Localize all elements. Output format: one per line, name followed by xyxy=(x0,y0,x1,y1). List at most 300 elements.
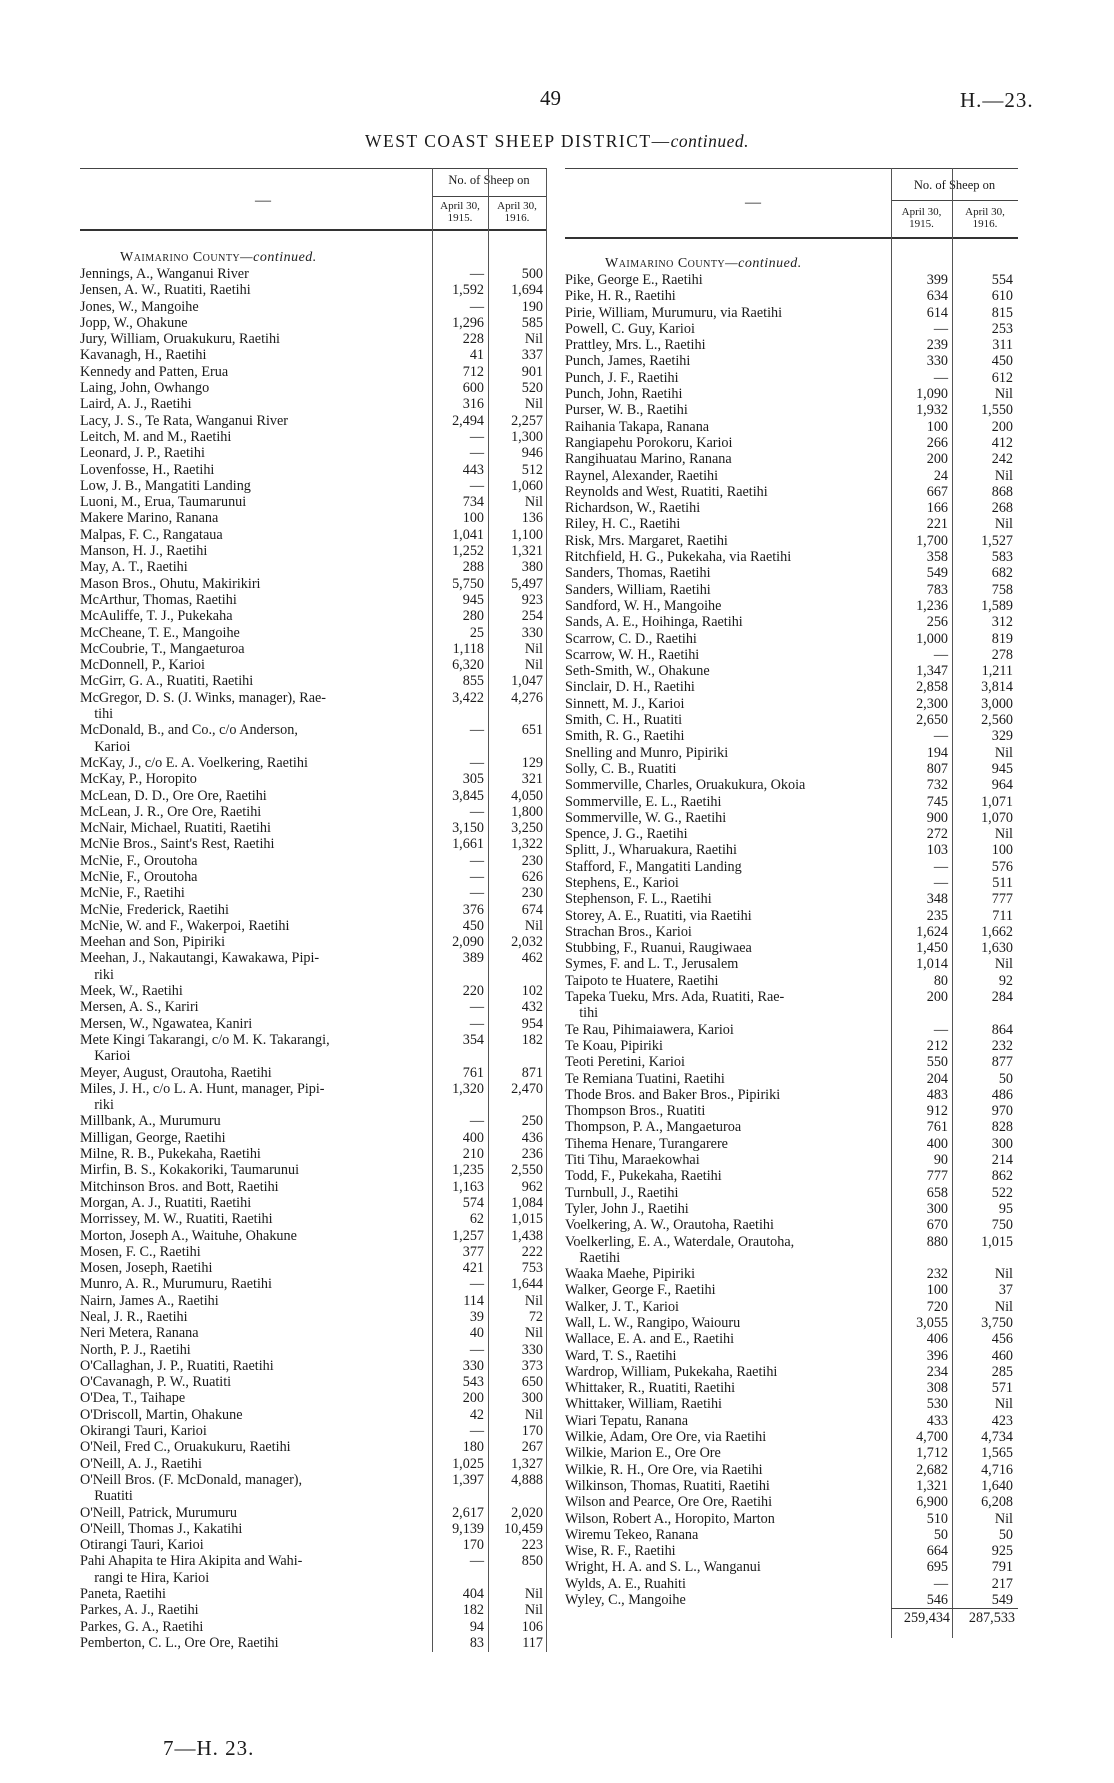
sheep-1916: 1,630 xyxy=(981,940,1013,957)
table-row xyxy=(565,582,1018,598)
table-row xyxy=(80,1065,546,1081)
total-1916: 287,533 xyxy=(968,1610,1015,1626)
sheep-1915: 256 xyxy=(926,614,948,631)
sheep-1915: 761 xyxy=(462,1064,484,1081)
table-row xyxy=(565,1445,1018,1461)
sheep-1916: 285 xyxy=(991,1363,1013,1380)
owner-name: McKay, P., Horopito xyxy=(80,771,197,788)
sheep-1916: 321 xyxy=(521,771,543,788)
sheep-1915: 25 xyxy=(469,624,484,641)
table-row xyxy=(565,1576,1018,1592)
owner-name: Nairn, James A., Raetihi xyxy=(80,1292,219,1309)
sheep-1916: 3,250 xyxy=(511,820,543,837)
owner-name: Miles, J. H., c/o L. A. Hunt, manager, Pipi- xyxy=(80,1080,325,1097)
owner-name: Stephens, E., Karioi xyxy=(565,874,679,891)
table-row xyxy=(80,1407,546,1423)
sheep-1915: — xyxy=(933,728,948,745)
sheep-1915: 200 xyxy=(926,451,948,468)
sheep-1916: 129 xyxy=(521,754,543,771)
sheep-1915: 400 xyxy=(462,1129,484,1146)
owner-name: Pemberton, C. L., Ore Ore, Raetihi xyxy=(80,1634,279,1651)
sheep-1916: 37 xyxy=(998,1282,1013,1299)
table-row xyxy=(80,1472,546,1488)
table-row xyxy=(565,891,1018,907)
owner-name: McNie, F., Raetihi xyxy=(80,885,185,902)
owner-name: O'Neill Bros. (F. McDonald, manager), xyxy=(80,1471,303,1488)
table-row xyxy=(80,739,546,755)
sheep-1915: 316 xyxy=(462,396,484,413)
sheep-1915: 761 xyxy=(926,1119,948,1136)
sheep-1915: 530 xyxy=(926,1396,948,1413)
owner-name: Sanders, Thomas, Raetihi xyxy=(565,565,711,582)
owner-name: McAuliffe, T. J., Pukekaha xyxy=(80,608,233,625)
owner-name: Wilkie, Marion E., Ore Ore xyxy=(565,1445,721,1462)
col-1915-header: April 30, 1915. xyxy=(440,200,480,224)
sheep-1916: 862 xyxy=(991,1168,1013,1185)
table-row xyxy=(80,853,546,869)
sheep-1916: 554 xyxy=(991,272,1013,288)
sheep-1916: Nil xyxy=(994,956,1013,973)
sheep-1916: 278 xyxy=(991,646,1013,663)
page-number: 49 xyxy=(540,86,561,110)
sheep-1916: 864 xyxy=(991,1021,1013,1038)
owner-name: Otirangi Tauri, Karioi xyxy=(80,1537,204,1554)
left-sheep-table xyxy=(80,168,546,1668)
table-row xyxy=(80,657,546,673)
owner-name: McNie, W. and F., Wakerpoi, Raetihi xyxy=(80,917,290,934)
sheep-1916: 4,888 xyxy=(511,1471,543,1488)
sheep-1915: 1,257 xyxy=(452,1227,484,1244)
sheep-1916: 190 xyxy=(521,298,543,315)
sheep-1915: 1,236 xyxy=(916,597,948,614)
owner-name: McNair, Michael, Ruatiti, Raetihi xyxy=(80,820,271,837)
table-row xyxy=(80,576,546,592)
owner-name: McLean, D. D., Ore Ore, Raetihi xyxy=(80,787,267,804)
sheep-1916: 1,047 xyxy=(511,673,543,690)
table-row xyxy=(565,321,1018,337)
table-row xyxy=(565,810,1018,826)
table-row xyxy=(565,1217,1018,1233)
table-row xyxy=(80,706,546,722)
sheep-1916: 828 xyxy=(991,1119,1013,1136)
sheep-1915: 200 xyxy=(926,989,948,1006)
table-row xyxy=(565,761,1018,777)
sheep-1915: 1,235 xyxy=(452,1162,484,1179)
owner-name: O'Driscoll, Martin, Ohakune xyxy=(80,1406,243,1423)
sheep-1916: 3,814 xyxy=(981,679,1013,696)
sheep-1916: 819 xyxy=(991,630,1013,647)
owner-name: McCheane, T. E., Mangoihe xyxy=(80,624,240,641)
table-row xyxy=(80,608,546,624)
sheep-1915: 483 xyxy=(926,1086,948,1103)
sheep-1916: 901 xyxy=(521,363,543,380)
sheep-1916: 268 xyxy=(991,500,1013,517)
sheep-1915: 40 xyxy=(469,1325,484,1342)
owner-name: Wilson, Robert A., Horopito, Marton xyxy=(565,1510,775,1527)
sheep-1916: 1,800 xyxy=(511,803,543,820)
table-row xyxy=(565,875,1018,891)
owner-name: Pike, George E., Raetihi xyxy=(565,272,703,288)
sheep-1915: 3,845 xyxy=(452,787,484,804)
sheep-1916: 486 xyxy=(991,1086,1013,1103)
owner-name: Morgan, A. J., Ruatiti, Raetihi xyxy=(80,1194,252,1211)
owner-name: rangi te Hira, Karioi xyxy=(80,1569,210,1586)
owner-name: Teoti Peretini, Karioi xyxy=(565,1054,685,1071)
table-row xyxy=(80,299,546,315)
sheep-1916: 223 xyxy=(521,1537,543,1554)
owner-name: Scarrow, C. D., Raetihi xyxy=(565,630,697,647)
table-row xyxy=(80,462,546,478)
owner-name: Meyer, August, Orautoha, Raetihi xyxy=(80,1064,272,1081)
owner-name: Stephenson, F. L., Raetihi xyxy=(565,891,712,908)
owner-name: Richardson, W., Raetihi xyxy=(565,500,701,517)
owner-name: Todd, F., Pukekaha, Raetihi xyxy=(565,1168,722,1185)
owner-name: McGregor, D. S. (J. Winks, manager), Rae- xyxy=(80,689,327,706)
table-row xyxy=(80,494,546,510)
owner-name: Meek, W., Raetihi xyxy=(80,983,183,1000)
owner-name: North, P. J., Raetihi xyxy=(80,1341,191,1358)
table-row xyxy=(565,1038,1018,1054)
table-row xyxy=(80,1179,546,1195)
table-row xyxy=(80,625,546,641)
row-list xyxy=(565,272,1018,1608)
owner-name: Sinnett, M. J., Karioi xyxy=(565,695,685,712)
title-main: WEST COAST SHEEP DISTRICT— xyxy=(365,131,671,151)
table-row xyxy=(565,1103,1018,1119)
sheep-1916: 330 xyxy=(521,1341,543,1358)
sheep-1916: 1,322 xyxy=(511,836,543,853)
table-row xyxy=(80,527,546,543)
sheep-1916: 682 xyxy=(991,565,1013,582)
sheep-1916: 571 xyxy=(991,1380,1013,1397)
sheep-count-header: No. of Sheep on xyxy=(913,178,996,192)
sheep-1916: 500 xyxy=(521,266,543,282)
owner-name: Taipoto te Huatere, Raetihi xyxy=(565,972,719,989)
owner-name: McNie Bros., Saint's Rest, Raetihi xyxy=(80,836,275,853)
owner-name: O'Dea, T., Taihape xyxy=(80,1390,186,1407)
sheep-1915: 1,932 xyxy=(916,402,948,419)
sheep-1915: 712 xyxy=(462,363,484,380)
sheep-1916: 1,060 xyxy=(511,477,543,494)
sheep-1916: 222 xyxy=(521,1243,543,1260)
owner-name: Purser, W. B., Raetihi xyxy=(565,402,688,419)
sheep-1916: 136 xyxy=(521,510,543,527)
table-row xyxy=(80,1488,546,1504)
table-row xyxy=(565,386,1018,402)
owner-name: Stafford, F., Mangatiti Landing xyxy=(565,858,742,875)
owner-name: Parkes, A. J., Raetihi xyxy=(80,1602,199,1619)
sheep-1915: 634 xyxy=(926,288,948,305)
sheep-1916: 456 xyxy=(991,1331,1013,1348)
sheep-1915: 90 xyxy=(933,1152,948,1169)
owner-name: Mosen, F. C., Raetihi xyxy=(80,1243,201,1260)
owner-name: Leitch, M. and M., Raetihi xyxy=(80,428,232,445)
sheep-1915: 1,624 xyxy=(916,923,948,940)
owner-name: Sommerville, E. L., Raetihi xyxy=(565,793,722,810)
sheep-1915: — xyxy=(469,1113,484,1130)
table-row xyxy=(565,549,1018,565)
sheep-1916: Nil xyxy=(994,516,1013,533)
owner-name: Whittaker, William, Raetihi xyxy=(565,1396,722,1413)
owner-name: Titi Tihu, Maraekowhai xyxy=(565,1152,700,1169)
owner-name: Thode Bros. and Baker Bros., Pipiriki xyxy=(565,1086,781,1103)
sheep-1916: 102 xyxy=(521,983,543,1000)
owner-name: Waaka Maehe, Pipiriki xyxy=(565,1266,696,1283)
owner-name: Thompson, P. A., Mangaeturoa xyxy=(565,1119,742,1136)
table-row xyxy=(80,1130,546,1146)
sheep-1915: 220 xyxy=(462,983,484,1000)
sheep-1916: 877 xyxy=(991,1054,1013,1071)
table-row xyxy=(80,1032,546,1048)
sheep-1916: 612 xyxy=(991,369,1013,386)
sheep-1916: Nil xyxy=(994,826,1013,843)
owner-name: Whittaker, R., Ruatiti, Raetihi xyxy=(565,1380,736,1397)
sheep-1916: 236 xyxy=(521,1146,543,1163)
sheep-1915: 212 xyxy=(926,1037,948,1054)
table-row xyxy=(80,1016,546,1032)
owner-name: Sanders, William, Raetihi xyxy=(565,581,711,598)
table-row xyxy=(80,347,546,363)
sheep-1916: 850 xyxy=(521,1553,543,1570)
owner-name: Jensen, A. W., Ruatiti, Raetihi xyxy=(80,282,251,299)
owner-name: Powell, C. Guy, Karioi xyxy=(565,320,695,337)
table-row xyxy=(80,1586,546,1602)
sheep-1916: 815 xyxy=(991,304,1013,321)
sheep-1915: 1,163 xyxy=(452,1178,484,1195)
owner-name: Morton, Joseph A., Waituhe, Ohakune xyxy=(80,1227,297,1244)
sheep-1916: 10,459 xyxy=(503,1520,543,1537)
sheep-1915: 443 xyxy=(462,461,484,478)
table-row xyxy=(565,956,1018,972)
owner-name: Te Remiana Tuatini, Raetihi xyxy=(565,1070,725,1087)
sheep-1916: Nil xyxy=(994,744,1013,761)
sheep-1915: 450 xyxy=(462,917,484,934)
table-row xyxy=(565,826,1018,842)
sheep-1916: 758 xyxy=(991,581,1013,598)
owner-name: Jones, W., Mangoihe xyxy=(80,298,199,315)
sheep-1916: 3,750 xyxy=(981,1315,1013,1331)
sheep-1916: 432 xyxy=(521,999,543,1016)
table-row xyxy=(565,484,1018,500)
sheep-1916: 2,470 xyxy=(511,1080,543,1097)
page-footer: 7—H. 23. xyxy=(163,1736,255,1760)
page-title xyxy=(0,131,1114,152)
owner-name: Milne, R. B., Pukekaha, Raetihi xyxy=(80,1146,261,1163)
table-row xyxy=(565,1331,1018,1347)
table-row xyxy=(80,1260,546,1276)
owner-name: Mete Kingi Takarangi, c/o M. K. Takarangi, xyxy=(80,1031,330,1048)
table-row xyxy=(565,1168,1018,1184)
sheep-1916: 1,438 xyxy=(511,1227,543,1244)
table-row xyxy=(80,380,546,396)
sheep-1916: 1,644 xyxy=(511,1276,543,1293)
table-row xyxy=(565,1266,1018,1282)
sheep-1916: 964 xyxy=(991,777,1013,794)
owner-name: Paneta, Raetihi xyxy=(80,1586,166,1603)
sheep-1916: 511 xyxy=(992,874,1013,891)
sheep-1915: — xyxy=(469,445,484,462)
sheep-1915: — xyxy=(933,646,948,663)
sheep-1915: 200 xyxy=(462,1390,484,1407)
sheep-1916: 412 xyxy=(991,434,1013,451)
owner-name: Sands, A. E., Hoihinga, Raetihi xyxy=(565,614,743,631)
sheep-1916: 50 xyxy=(998,1070,1013,1087)
sheep-1916: 1,327 xyxy=(511,1455,543,1472)
sheep-1916: Nil xyxy=(524,494,543,511)
sheep-1915: 221 xyxy=(926,516,948,533)
sheep-1915: 42 xyxy=(469,1406,484,1423)
owner-name: Mirfin, B. S., Kokakoriki, Taumarunui xyxy=(80,1162,300,1179)
owner-name: Prattley, Mrs. L., Raetihi xyxy=(565,337,706,354)
table-row xyxy=(80,282,546,298)
sheep-1915: 288 xyxy=(462,559,484,576)
sheep-1916: 1,211 xyxy=(981,663,1013,680)
sheep-1915: 807 xyxy=(926,760,948,777)
owner-name: Millbank, A., Murumuru xyxy=(80,1113,221,1130)
sheep-1916: 373 xyxy=(521,1357,543,1374)
sheep-1915: 9,139 xyxy=(452,1520,484,1537)
sheep-1916: 72 xyxy=(528,1309,543,1325)
sheep-1916: 512 xyxy=(521,461,543,478)
sheep-1915: 2,300 xyxy=(916,695,948,712)
sheep-1915: 80 xyxy=(933,972,948,989)
sheep-1916: 1,084 xyxy=(511,1194,543,1211)
table-row xyxy=(565,1364,1018,1380)
sheep-1916: Nil xyxy=(994,1298,1013,1315)
sheep-1915: 406 xyxy=(926,1331,948,1348)
owner-name: Leonard, J. P., Raetihi xyxy=(80,445,205,462)
sheep-1916: 250 xyxy=(521,1113,543,1130)
table-row xyxy=(80,413,546,429)
owner-name: Mosen, Joseph, Raetihi xyxy=(80,1260,213,1277)
sheep-1915: 83 xyxy=(469,1634,484,1651)
table-row xyxy=(80,1081,546,1097)
sheep-1915: 600 xyxy=(462,380,484,397)
sheep-1916: 182 xyxy=(521,1031,543,1048)
owner-name: McLean, J. R., Ore Ore, Raetihi xyxy=(80,803,262,820)
sheep-1916: 1,070 xyxy=(981,809,1013,826)
sheep-1916: 777 xyxy=(991,891,1013,908)
sheep-1915: 1,661 xyxy=(452,836,484,853)
sheep-1915: — xyxy=(469,1553,484,1570)
sheep-1915: — xyxy=(469,852,484,869)
owner-name: Wilkie, R. H., Ore Ore, via Raetihi xyxy=(565,1461,763,1478)
sheep-1916: 217 xyxy=(991,1575,1013,1592)
sheep-1916: Nil xyxy=(524,1406,543,1423)
section-heading: Waimarino County—continued. xyxy=(605,256,802,271)
table-row xyxy=(80,510,546,526)
total-1915: 259,434 xyxy=(903,1610,950,1626)
owner-name: Luoni, M., Erua, Taumarunui xyxy=(80,494,247,511)
table-row xyxy=(80,967,546,983)
sheep-1916: 2,550 xyxy=(511,1162,543,1179)
sheep-1916: Nil xyxy=(524,657,543,674)
owner-name: Wilkie, Adam, Ore Ore, via Raetihi xyxy=(565,1429,767,1446)
sheep-1915: 2,682 xyxy=(916,1461,948,1478)
sheep-1915: 720 xyxy=(926,1298,948,1315)
sheep-1915: 62 xyxy=(469,1211,484,1228)
sheep-1916: 311 xyxy=(992,337,1013,354)
sheep-1915: — xyxy=(469,428,484,445)
sheep-1916: 962 xyxy=(521,1178,543,1195)
right-sheep-table xyxy=(565,168,1018,1668)
owner-name: McDonnell, P., Karioi xyxy=(80,657,205,674)
table-row xyxy=(565,598,1018,614)
owner-name: May, A. T., Raetihi xyxy=(80,559,188,576)
sheep-1916: 1,527 xyxy=(981,532,1013,549)
table-row xyxy=(80,1505,546,1521)
sheep-1915: 1,347 xyxy=(916,663,948,680)
sheep-1916: 284 xyxy=(991,989,1013,1006)
sheep-1915: 1,592 xyxy=(452,282,484,299)
owner-name: Jopp, W., Ohakune xyxy=(80,314,188,331)
table-row xyxy=(565,1413,1018,1429)
table-row xyxy=(80,1570,546,1586)
table-row xyxy=(80,543,546,559)
table-row xyxy=(80,266,546,282)
sheep-1916: 1,321 xyxy=(511,543,543,560)
sheep-1915: 695 xyxy=(926,1559,948,1576)
sheep-1915: 24 xyxy=(933,467,948,484)
owner-name: O'Callaghan, J. P., Ruatiti, Raetihi xyxy=(80,1357,274,1374)
sheep-1915: — xyxy=(469,1423,484,1440)
sheep-1915: — xyxy=(933,369,948,386)
sheep-1916: 106 xyxy=(521,1618,543,1635)
sheep-1916: 1,662 xyxy=(981,923,1013,940)
owner-name: Milligan, George, Raetihi xyxy=(80,1129,226,1146)
owner-name: Laing, John, Owhango xyxy=(80,380,210,397)
sheep-1915: 41 xyxy=(469,347,484,364)
sheep-1915: 667 xyxy=(926,483,948,500)
owner-name: Splitt, J., Wharuakura, Raetihi xyxy=(565,842,737,859)
table-row xyxy=(565,1022,1018,1038)
owner-name: Rangihuatau Marino, Ranana xyxy=(565,451,732,468)
table-row xyxy=(80,722,546,738)
owner-name: McKay, J., c/o E. A. Voelkering, Raetihi xyxy=(80,754,308,771)
owner-name: Wise, R. F., Raetihi xyxy=(565,1543,676,1560)
table-row xyxy=(565,712,1018,728)
sheep-1915: — xyxy=(469,868,484,885)
owner-name: Tyler, John J., Raetihi xyxy=(565,1200,689,1217)
owner-name: Wilson and Pearce, Ore Ore, Raetihi xyxy=(565,1494,773,1511)
sheep-1915: 94 xyxy=(469,1618,484,1635)
sheep-1916: 230 xyxy=(521,852,543,869)
table-row xyxy=(80,983,546,999)
table-row xyxy=(565,1494,1018,1510)
table-row xyxy=(565,1559,1018,1575)
owner-name: Smith, R. G., Raetihi xyxy=(565,728,685,745)
sheep-1915: 574 xyxy=(462,1194,484,1211)
owner-name: Punch, J. F., Raetihi xyxy=(565,369,679,386)
owner-name: Malpas, F. C., Rangataua xyxy=(80,526,223,543)
owner-name: Snelling and Munro, Pipiriki xyxy=(565,744,729,761)
table-row xyxy=(80,1439,546,1455)
owner-name: Jury, William, Oruakukuru, Raetihi xyxy=(80,331,280,348)
sheep-1916: 230 xyxy=(521,885,543,902)
sheep-1915: 354 xyxy=(462,1031,484,1048)
owner-name: O'Neill, Patrick, Murumuru xyxy=(80,1504,238,1521)
table-row xyxy=(80,559,546,575)
sheep-1915: 2,617 xyxy=(452,1504,484,1521)
table-row xyxy=(565,631,1018,647)
owner-name: Wright, H. A. and S. L., Wanganui xyxy=(565,1559,761,1576)
sheep-1915: 210 xyxy=(462,1146,484,1163)
owner-name: Kavanagh, H., Raetihi xyxy=(80,347,207,364)
owner-name: Pike, H. R., Raetihi xyxy=(565,288,676,305)
owner-name: Solly, C. B., Ruatiti xyxy=(565,760,677,777)
sheep-1915: 550 xyxy=(926,1054,948,1071)
table-row xyxy=(565,1250,1018,1266)
